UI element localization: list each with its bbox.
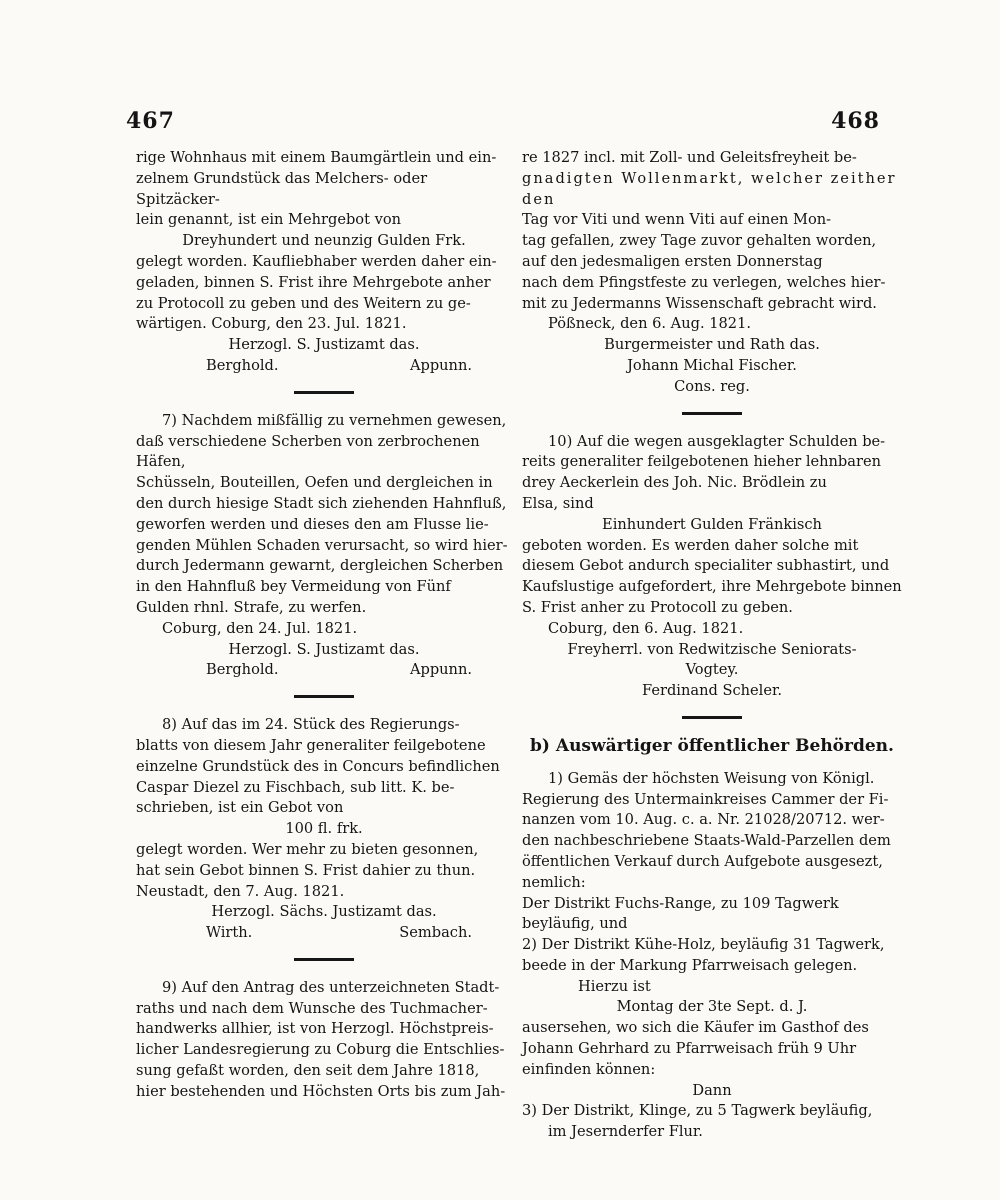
- signature-names: [136, 923, 512, 944]
- text-line: einfinden können:: [522, 1060, 656, 1078]
- divider-rule: [682, 412, 742, 415]
- text-line: sung gefaßt worden, den seit dem Jahre 1818,: [136, 1062, 480, 1080]
- signature-office: Herzogl. S. Justizamt das.: [228, 640, 420, 658]
- text-line: diesem Gebot andurch specialiter subhastirt, und: [522, 557, 890, 575]
- text-line: Elsa, sind: [522, 494, 594, 512]
- notice-continued: [136, 148, 512, 377]
- text-line: nemlich:: [522, 873, 586, 891]
- text-line: Schüsseln, Bouteillen, Oefen und dergleichen in: [136, 474, 493, 492]
- signature-name: Sembach.: [399, 924, 472, 942]
- signature-office: Herzogl. S. Justizamt das.: [228, 336, 420, 354]
- text-line: Pößneck, den 6. Aug. 1821.: [548, 315, 752, 333]
- signature-name: Berghold.: [206, 356, 279, 374]
- date-line: Montag der 3te Sept. d. J.: [616, 998, 808, 1016]
- text-line: licher Landesregierung zu Coburg die Entschlies-: [136, 1041, 505, 1059]
- text-line: Regierung des Untermainkreises Cammer der Fi-: [522, 790, 889, 808]
- text-line: drey Aeckerlein des Joh. Nic. Brödlein zu: [522, 474, 827, 492]
- text-line: Kaufslustige aufgefordert, ihre Mehrgebote binnen: [522, 578, 902, 596]
- signature-name: Appunn.: [409, 661, 472, 679]
- signature-role: Cons. reg.: [674, 377, 750, 395]
- signature-office: Burgermeister und Rath das.: [604, 336, 820, 354]
- text-line: in den Hahnfluß bey Vermeidung von Fünf: [136, 578, 451, 596]
- bid-amount: Dreyhundert und neunzig Gulden Frk.: [182, 232, 466, 250]
- text-line: geworfen werden und dieses den am Flusse lie-: [136, 515, 489, 533]
- text-line: Tag vor Viti und wenn Viti auf einen Mon-: [522, 211, 832, 229]
- left-column: [136, 148, 512, 1103]
- signature-name: Ferdinand Scheler.: [642, 682, 782, 700]
- text-line: zu Protocoll zu geben und des Weitern zu ge-: [136, 294, 471, 312]
- signature-name: Berghold.: [206, 661, 279, 679]
- divider-rule: [294, 391, 354, 394]
- text-line: reits generaliter feilgebotenen hieher lehnbaren: [522, 453, 881, 471]
- divider-rule: [294, 958, 354, 961]
- text-line: schrieben, ist ein Gebot von: [136, 799, 344, 817]
- list-item: Der Distrikt Fuchs-Range, zu 109 Tagwerk: [522, 894, 839, 912]
- text-line: nanzen vom 10. Aug. c. a. Nr. 21028/20712. wer-: [522, 811, 885, 829]
- text-line: durch Jedermann gewarnt, dergleichen Scherben: [136, 557, 504, 575]
- text-line: re 1827 incl. mit Zoll- und Geleitsfreyheit be-: [522, 149, 857, 166]
- notice-9-continued: [522, 148, 902, 398]
- signature-names: [136, 356, 512, 377]
- text-line: tag gefallen, zwey Tage zuvor gehalten worden,: [522, 232, 877, 250]
- text-line: Johann Gehrhard zu Pfarrweisach früh 9 Uhr: [522, 1040, 857, 1058]
- section-heading: b) Auswärtiger öffentlicher Behörden.: [530, 735, 894, 756]
- text-line: öffentlichen Verkauf durch Aufgebote ausgesezt,: [522, 852, 883, 870]
- text-line: 10) Auf die wegen ausgeklagter Schulden be-: [548, 432, 886, 450]
- text-line: mit zu Jedermanns Wissenschaft gebracht wird.: [522, 294, 877, 312]
- text-line: Coburg, den 24. Jul. 1821.: [162, 619, 358, 637]
- text-line: gnadigten Wollenmarkt, welcher zeither den: [522, 169, 897, 208]
- text-line: den nachbeschriebene Staats-Wald-Parzellen dem: [522, 832, 891, 850]
- text-line: 8) Auf das im 24. Stück des Regierungs-: [162, 716, 460, 734]
- signature-office: Herzogl. Sächs. Justizamt das.: [211, 903, 437, 921]
- text-line: ausersehen, wo sich die Käufer im Gasthof des: [522, 1019, 869, 1037]
- text-line: Caspar Diezel zu Fischbach, sub litt. K. be-: [136, 778, 455, 796]
- text-line: einzelne Grundstück des in Concurs befindlichen: [136, 757, 500, 775]
- divider-rule: [682, 716, 742, 719]
- signature-office: Freyherrl. von Redwitzische Seniorats-: [567, 640, 857, 658]
- text-line: rige Wohnhaus mit einem Baumgärtlein und ein-: [136, 149, 497, 166]
- signature-office: Vogtey.: [685, 661, 739, 679]
- text-line: wärtigen. Coburg, den 23. Jul. 1821.: [136, 315, 407, 333]
- list-item: 2) Der Distrikt Kühe-Holz, beyläufig 31 Tagwerk,: [522, 936, 885, 954]
- text-line: S. Frist anher zu Protocoll zu geben.: [522, 598, 793, 616]
- text-line: Gulden rhnl. Strafe, zu werfen.: [136, 598, 367, 616]
- right-column: [522, 148, 902, 1143]
- list-item: im Jesernderfer Flur.: [548, 1123, 703, 1141]
- text-line: blatts von diesem Jahr generaliter feilgebotene: [136, 736, 486, 754]
- list-item: 3) Der Distrikt, Klinge, zu 5 Tagwerk beyläufig,: [522, 1102, 873, 1120]
- text-line: nach dem Pfingstfeste zu verlegen, welches hier-: [522, 273, 886, 291]
- list-item: beede in der Markung Pfarrweisach gelegen.: [522, 956, 858, 974]
- page-number-left: 467: [126, 108, 175, 134]
- list-item: beyläufig, und: [522, 915, 628, 933]
- text-line: gelegt worden. Wer mehr zu bieten gesonnen,: [136, 840, 479, 858]
- text-line: auf den jedesmaligen ersten Donnerstag: [522, 252, 823, 270]
- notice-b1: [522, 769, 902, 1143]
- text-line: hat sein Gebot binnen S. Frist dahier zu thun.: [136, 861, 476, 879]
- text-line: 9) Auf den Antrag des unterzeichneten Stadt-: [162, 978, 500, 996]
- text-line: Dann: [692, 1081, 732, 1099]
- signature-name: Wirth.: [206, 924, 253, 942]
- divider-rule: [294, 695, 354, 698]
- notice-8: [136, 715, 512, 944]
- text-line: hier bestehenden und Höchsten Orts bis zum Jah-: [136, 1082, 506, 1100]
- notice-7: [136, 411, 512, 681]
- text-line: raths und nach dem Wunsche des Tuchmacher-: [136, 999, 488, 1017]
- bid-amount: Einhundert Gulden Fränkisch: [602, 515, 822, 533]
- text-line: zelnem Grundstück das Melchers- oder Spitzäcker-: [136, 169, 428, 208]
- notice-10: [522, 432, 902, 702]
- text-line: geladen, binnen S. Frist ihre Mehrgebote anher: [136, 273, 491, 291]
- text-line: daß verschiedene Scherben von zerbrochenen Häfen,: [136, 432, 480, 471]
- page-number-right: 468: [831, 108, 880, 134]
- text-line: Coburg, den 6. Aug. 1821.: [548, 619, 744, 637]
- text-line: Neustadt, den 7. Aug. 1821.: [136, 882, 345, 900]
- text-line: geboten worden. Es werden daher solche mit: [522, 536, 859, 554]
- text-line: den durch hiesige Stadt sich ziehenden Hahnfluß,: [136, 494, 507, 512]
- text-line: handwerks allhier, ist von Herzogl. Höchstpreis-: [136, 1020, 494, 1038]
- text-line: gelegt worden. Kaufliebhaber werden daher ein-: [136, 252, 497, 270]
- signature-name: Appunn.: [409, 356, 472, 374]
- signature-names: [136, 660, 512, 681]
- text-line: 1) Gemäs der höchsten Weisung von Königl.: [548, 769, 875, 787]
- notice-9: [136, 978, 512, 1103]
- bid-amount: 100 fl. frk.: [285, 820, 363, 838]
- signature-name: Johann Michal Fischer.: [627, 356, 797, 374]
- text-line: 7) Nachdem mißfällig zu vernehmen gewesen,: [162, 411, 507, 429]
- text-line: lein genannt, ist ein Mehrgebot von: [136, 211, 402, 229]
- text-line: Hierzu ist: [578, 977, 651, 995]
- text-line: genden Mühlen Schaden verursacht, so wird hier-: [136, 536, 508, 554]
